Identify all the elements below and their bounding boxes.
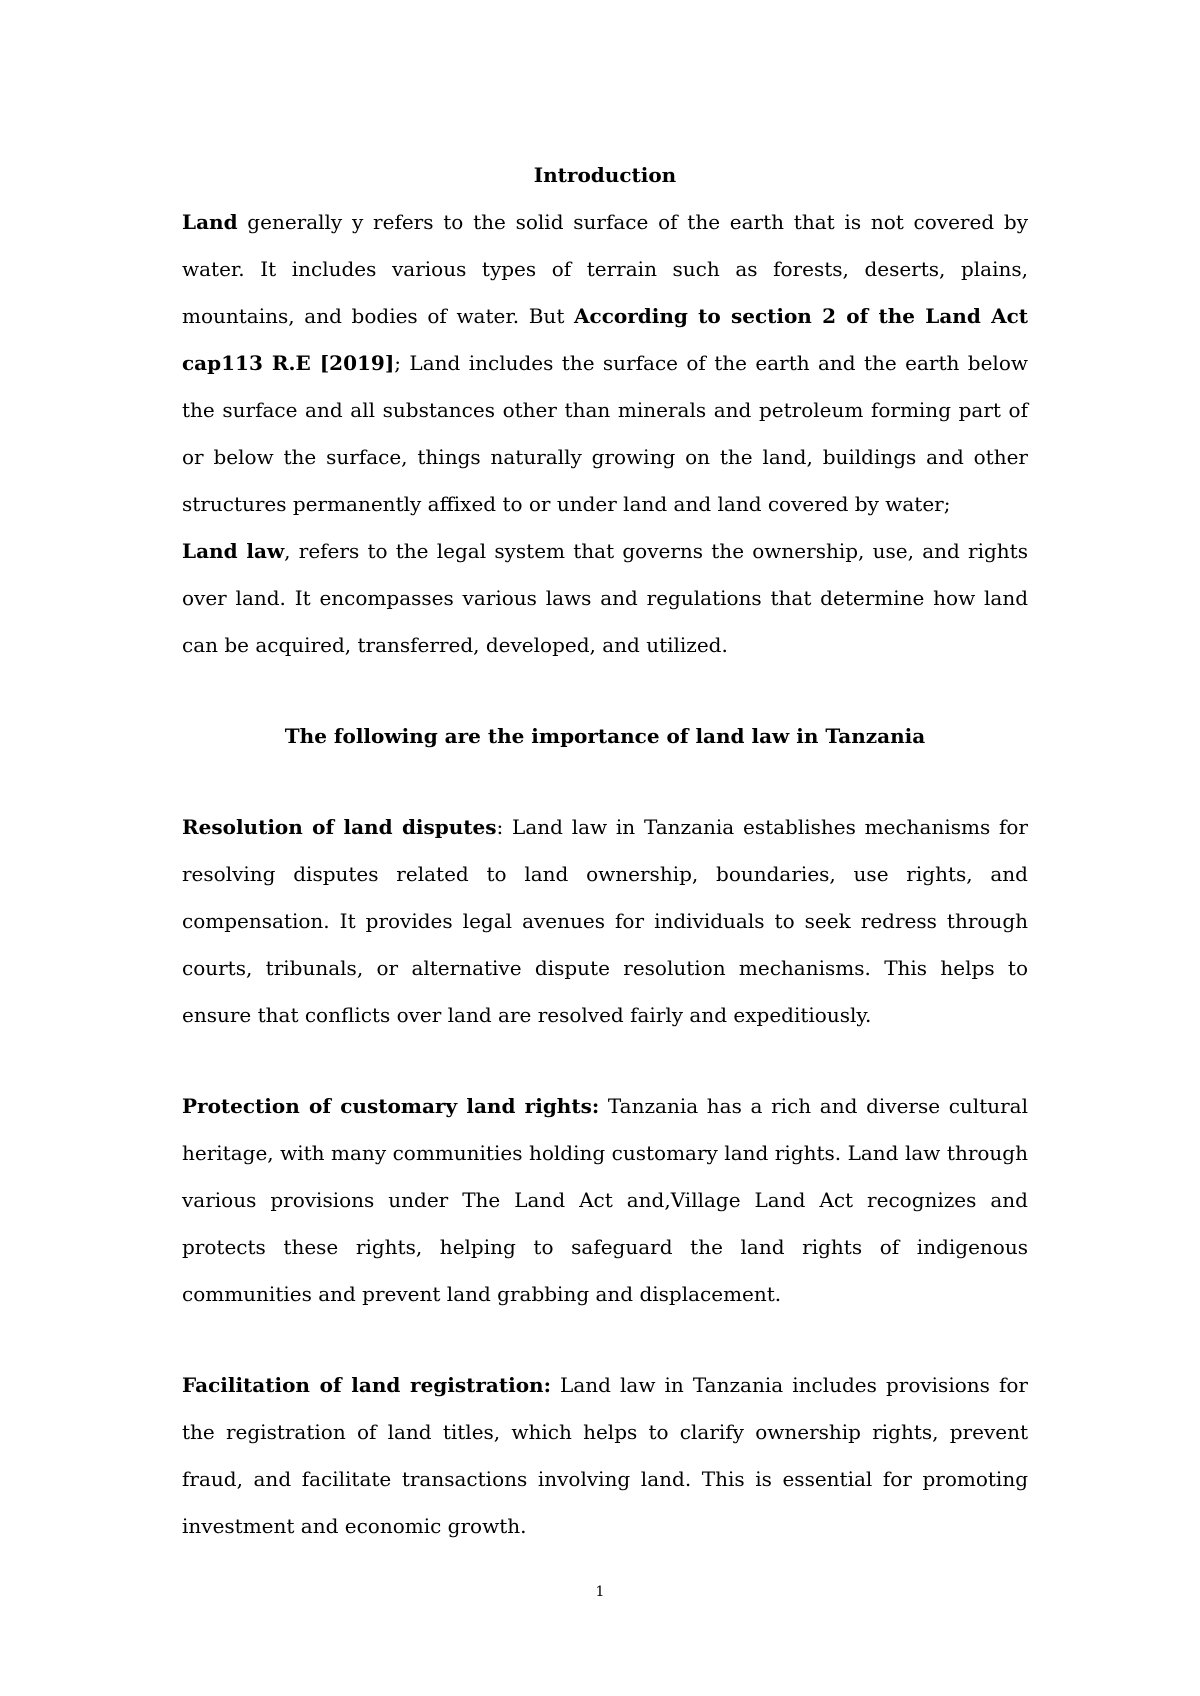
point-heading: Facilitation of land registration: [182,1373,551,1397]
point-heading: Protection of customary land rights: [182,1094,600,1118]
point-dispute-resolution [182,804,1028,1039]
spacer [182,1318,1028,1362]
point-text: Tanzania has a rich and diverse cultural heritage, with many communities holding customary land rights. Land law through various provisions under The Land Act and,Village Land Act recognizes and protects these rights, helping to safeguard the land rights of indigenous communities and prevent land grabbing and displacement. [182,1094,1028,1306]
spacer [182,760,1028,804]
term-land-law: Land law [182,539,285,563]
document-body [182,152,1028,1550]
land-definition-paragraph [182,199,1028,528]
section-heading: The following are the importance of land law in Tanzania [284,724,926,748]
land-definition-text-b: ; Land includes the surface of the earth and the earth below the surface and all substances other than minerals and petroleum forming part of or below the surface, things naturally growing on the land, buildings and other structures permanently affixed to or under land and land covered by water; [182,351,1028,516]
term-land: Land [182,210,238,234]
land-definition-text-a: generally y refers to the solid surface of the earth that is not covered by water. It includes various types of terrain such as forests, deserts, plains, mountains, and bodies of water. But [182,210,1028,328]
land-law-definition-paragraph [182,528,1028,669]
spacer [182,1039,1028,1083]
land-law-definition-text: , refers to the legal system that governs the ownership, use, and rights over land. It encompasses various laws and regulations that determine how land can be acquired, transferred, developed, and utilized. [182,539,1028,657]
document-title: Introduction [533,163,677,187]
point-land-registration [182,1362,1028,1550]
spacer [182,669,1028,713]
point-heading: Resolution of land disputes [182,815,497,839]
point-text: : Land law in Tanzania establishes mechanisms for resolving disputes related to land ownership, boundaries, use rights, and compensation. It provides legal avenues for individuals to seek redress through courts, tribunals, or alternative dispute resolution mechanisms. This helps to ensure that conflicts over land are resolved fairly and expeditiously. [182,815,1028,1027]
point-text: Land law in Tanzania includes provisions for the registration of land titles, which helps to clarify ownership rights, prevent fraud, and facilitate transactions involving land. This is essential for promoting investment and economic growth. [182,1373,1028,1538]
statute-citation: According to section 2 of the Land Act cap113 R.E [2019] [182,304,1029,375]
point-customary-rights [182,1083,1028,1318]
page-number: 1 [595,1584,605,1600]
